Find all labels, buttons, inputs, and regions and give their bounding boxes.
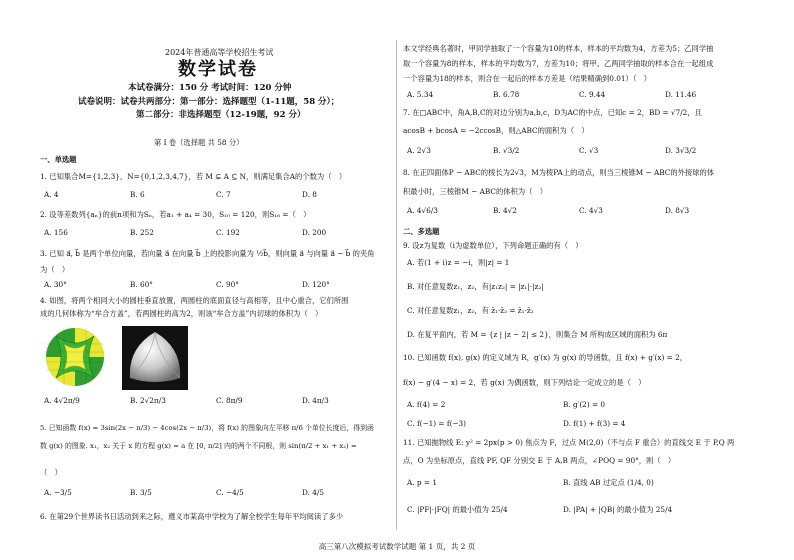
q10-option-b: B. g′(2) = 0 <box>563 400 606 409</box>
q10-option-d: D. f(1) + f(3) = 4 <box>563 419 626 428</box>
q1-option-d: D. 8 <box>302 190 317 199</box>
question-10-line-1: 10. 已知函数 f(x), g(x) 的定义域为 R，g′(x) 为 g(x) 的导函数，且 f(x) + g′(x) = 2， <box>403 353 688 362</box>
question-10-line-2: f(x) − g′(4 − x) = 2，若 g(x) 为偶函数，则下列结论一定成立的是（ ） <box>403 378 646 387</box>
question-11-line-1: 11. 已知抛物线 E: y² = 2px(p > 0) 焦点为 F，过点 M(2,0)（不与点 F 重合）的直线交 E 于 P,Q 两 <box>403 438 735 447</box>
mouhe-fanggai-figure <box>122 326 188 390</box>
question-5-line-2: 数 g(x) 的图象. x₁，x₂ 关于 x 的方程 g(x) = a 在 [0, π/2] 内的两个不同根，则 sin(π/2 + x₁ + x₂) = <box>40 442 357 450</box>
q8-option-b: B. 4√2 <box>493 206 517 215</box>
question-6-line-3: 取一个容量为8的样本，样本的平均数为7，方差为10；将甲、乙两同学抽取的样本合在一起组成 <box>403 59 714 68</box>
q3-option-b: B. 60° <box>130 280 153 289</box>
section-multi-choice: 二、多选题 <box>403 227 440 236</box>
q1-option-b: B. 6 <box>130 190 145 199</box>
q1-option-a: A. 4 <box>44 190 59 199</box>
q2-option-d: D. 200 <box>302 228 327 237</box>
q9-option-a: A. 若(1 + i)z = −i，则|z| = 1 <box>407 258 510 267</box>
page-title: 数学试卷 <box>178 59 258 80</box>
question-3-line-1: 3. 已知 a⃗, b⃗ 是两个单位向量，若向量 a⃗ 在向量 b⃗ 上的投影向量为 ½b⃗，则向量 a⃗ 与向量 a⃗ − b⃗ 的夹角 <box>40 249 375 258</box>
question-5-line-1: 5. 已知函数 f(x) = 3sin(2x − π/3) − 4cos(2x − π/3)，将 f(x) 的图象向左平移 π/6 个单位长度后，得到函 <box>40 424 374 432</box>
q5-option-b: B. 3/5 <box>130 488 152 497</box>
q10-option-a: A. f(4) = 2 <box>407 400 446 409</box>
q5-option-c: C. −4/5 <box>216 488 244 497</box>
q3-option-d: D. 120° <box>302 280 330 289</box>
q11-option-c: C. |PF|·|FQ| 的最小值为 25/4 <box>407 505 508 514</box>
q4-option-a: A. 4√2π/9 <box>44 396 80 405</box>
q2-option-b: B. 252 <box>130 228 154 237</box>
question-8-line-1: 8. 在正四面体P − ABC的棱长为2√3，M为棱PA上的动点，则当三棱锥M − ABC的外接球的体 <box>403 168 715 177</box>
q10-option-c: C. f(−1) = f(−3) <box>407 419 467 428</box>
q6-option-b: B. 6.78 <box>493 90 520 99</box>
q7-option-c: C. √3 <box>579 146 599 155</box>
q8-option-a: A. 4√6/3 <box>407 206 438 215</box>
q7-option-b: B. √3/2 <box>493 146 520 155</box>
question-3-line-2: 为（ ） <box>40 265 70 274</box>
question-1: 1. 已知集合M={1,2,3}，N={0,1,2,3,4,7}，若 M ⊊ A ⊆ N，则满足集合A的个数为（ ） <box>40 172 347 181</box>
q8-option-c: C. 4√3 <box>579 206 603 215</box>
part1-heading: 第 I 卷（选择题 共 58 分） <box>154 138 244 147</box>
question-2: 2. 设等差数列{aₙ}的前n项和为Sₙ，若a₁ + a₄ = 30，S₁₀ = 120，则S₁₆ =（ ） <box>40 210 311 219</box>
question-6-line-1: 6. 在第29个世界读书日活动到来之际，遵义市某高中学校为了解全校学生每年平均阅读了多少 <box>40 512 344 521</box>
q9-option-b: B. 对任意复数z₁，z₂，有|z₁z₂| = |z₁|·|z₂| <box>407 282 544 291</box>
question-4-line-1: 4. 如图，将两个相同大小的圆柱垂直放置，两圆柱的底面直径与高相等，且中心重合，它们所围 <box>40 296 349 305</box>
exam-subtitle: 2024年普通高等学校招生考试 <box>165 48 274 57</box>
q2-option-a: A. 156 <box>44 228 68 237</box>
q1-option-c: C. 7 <box>216 190 231 199</box>
score-line: 本试卷满分：150 分 考试时间：120 分钟 <box>128 83 292 93</box>
q3-option-c: C. 90° <box>216 280 239 289</box>
q11-option-a: A. p = 1 <box>407 478 437 487</box>
question-11-line-2: 点，O 为坐标原点，直线 PF, QF 分别交 E 于 A,B 两点，∠POQ = 90°，则（ ） <box>403 456 676 465</box>
q5-option-d: D. 4/5 <box>302 488 324 497</box>
instructions-line-1: 试卷说明：试卷共两部分：第一部分：选择题型（1-11题，58 分）； <box>78 97 340 107</box>
question-7-line-2: acosB + bcosA = −2ccosB，则△ABC的面积为（ ） <box>403 126 589 135</box>
q6-option-a: A. 5.34 <box>407 90 434 99</box>
q4-option-c: C. 8π/9 <box>216 396 243 405</box>
question-6-line-2: 本文学经典名著时，甲同学抽取了一个容量为10的样本，样本的平均数为4，方差为5；乙同学抽 <box>403 44 714 53</box>
q8-option-d: D. 8√3 <box>665 206 690 215</box>
question-9: 9. 设z为复数（i为虚数单位），下列命题正确的有（ ） <box>403 241 583 250</box>
question-4-line-2: 成的几何体称为“牟合方盖”，若两圆柱的高为2，则该“牟合方盖”内切球的体积为（ ） <box>40 309 323 318</box>
cylinders-figure <box>44 324 106 390</box>
q4-option-b: B. 2√2π/3 <box>130 396 166 405</box>
q9-option-d: D. 在复平面内，若 M = {z | |z − 2| ≤ 2}，则集合 M 所构成区域的面积为 6π <box>407 330 668 339</box>
q5-option-a: A. −3/5 <box>44 488 72 497</box>
question-8-line-2: 积最小时，三棱锥M − ABC的体积为（ ） <box>403 187 548 196</box>
page-footer: 高三第八次模拟考试数学试题 第 1 页，共 2 页 <box>318 542 476 551</box>
q7-option-d: D. 3√3/2 <box>665 146 697 155</box>
section-single-choice: 一、单选题 <box>40 155 77 164</box>
q3-option-a: A. 30° <box>44 280 67 289</box>
q9-option-c: C. 对任意复数z₁，z₂，有 z̄₁·z̄₂ = z̄₁·z̄₂ <box>407 306 534 315</box>
q11-option-d: D. |PA| + |QB| 的最小值为 25/4 <box>563 505 673 514</box>
q11-option-b: B. 直线 AB 过定点 (1/4, 0) <box>563 478 654 487</box>
q6-option-d: D. 11.46 <box>665 90 697 99</box>
q4-option-d: D. 4π/3 <box>302 396 329 405</box>
q7-option-a: A. 2√3 <box>407 146 431 155</box>
instructions-line-2: 第二部分：非选择题型（12-19题，92 分） <box>136 110 306 120</box>
question-5-line-3: （ ） <box>40 468 62 477</box>
q2-option-c: C. 192 <box>216 228 240 237</box>
question-7-line-1: 7. 在□ABC中，角A,B,C的对边分别为a,b,c，D为AC的中点，已知c = 2，BD = √7/2，且 <box>403 108 702 117</box>
question-6-line-4: 一个容量为18的样本，则合在一起后的样本方差是（结果精确到0.01）（ ） <box>403 74 652 83</box>
q6-option-c: C. 9.44 <box>579 90 606 99</box>
column-divider <box>396 40 397 530</box>
